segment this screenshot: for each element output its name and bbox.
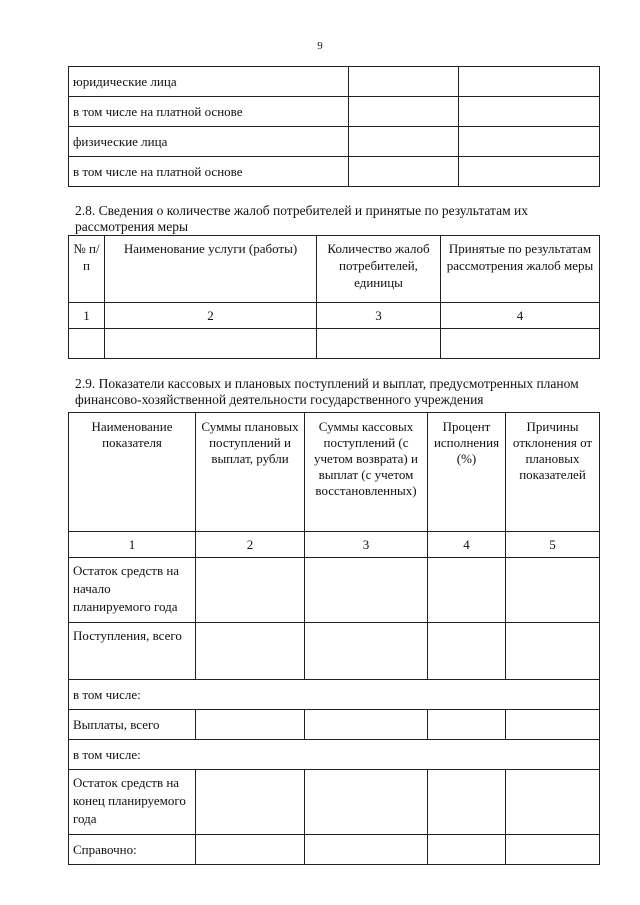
table-row [69, 835, 600, 865]
table-cell [459, 67, 600, 97]
header-cell: Наименование услуги (работы) [105, 236, 317, 303]
table-row [69, 623, 600, 680]
table-row [69, 770, 600, 835]
table-cell [506, 623, 600, 680]
section-2-8-title: 2.8. Сведения о количестве жалоб потребителей и принятые по результатам их рассмотрения меры [75, 203, 528, 234]
table-header-row [69, 413, 600, 532]
table-cell [317, 329, 441, 359]
table-cell [428, 558, 506, 623]
table-row [69, 67, 600, 97]
page-number: 9 [317, 40, 323, 52]
row-label: в том числе: [69, 680, 600, 710]
top-table [68, 66, 600, 187]
table-row [69, 97, 600, 127]
row-label: Справочно: [69, 835, 196, 865]
row-label: Выплаты, всего [69, 710, 196, 740]
table-cell [459, 157, 600, 187]
table-row [69, 710, 600, 740]
table-cell [305, 623, 428, 680]
table-cell [349, 127, 459, 157]
column-number: 1 [69, 303, 105, 329]
table-cell [305, 558, 428, 623]
table-cell [349, 97, 459, 127]
row-label: в том числе: [69, 740, 600, 770]
row-label: Остаток средств на начало планируемого года [69, 558, 196, 623]
section-2-9-title: 2.9. Показатели кассовых и плановых поступлений и выплат, предусмотренных планом финансово-хозяйственной деятельности государственного учреждения [75, 376, 579, 407]
column-number: 3 [317, 303, 441, 329]
table-cell [196, 710, 305, 740]
column-number: 2 [196, 532, 305, 558]
table-cell [196, 623, 305, 680]
table-cell [506, 835, 600, 865]
table-row [69, 558, 600, 623]
column-number: 4 [428, 532, 506, 558]
column-number-row [69, 303, 600, 329]
table-cell [506, 558, 600, 623]
row-label: физические лица [69, 127, 349, 157]
header-cell: Суммы плановых поступлений и выплат, рубли [196, 413, 305, 532]
table-cell [428, 770, 506, 835]
complaints-table [68, 235, 600, 359]
table-cell [349, 157, 459, 187]
header-cell: Принятые по результатам рассмотрения жалоб меры [441, 236, 600, 303]
header-cell: № п/п [69, 236, 105, 303]
table-cell [428, 623, 506, 680]
header-cell: Причины отклонения от плановых показателей [506, 413, 600, 532]
table-row [69, 680, 600, 710]
table-cell [349, 67, 459, 97]
table-header-row [69, 236, 600, 303]
table-cell [69, 329, 105, 359]
column-number: 2 [105, 303, 317, 329]
table-cell [105, 329, 317, 359]
column-number-row [69, 532, 600, 558]
column-number: 4 [441, 303, 600, 329]
table-cell [506, 770, 600, 835]
table-cell [441, 329, 600, 359]
table-cell [459, 127, 600, 157]
table-cell [459, 97, 600, 127]
header-cell: Процент исполнения (%) [428, 413, 506, 532]
table-cell [305, 710, 428, 740]
row-label: юридические лица [69, 67, 349, 97]
row-label: в том числе на платной основе [69, 97, 349, 127]
header-cell: Количество жалоб потребителей, единицы [317, 236, 441, 303]
header-cell: Суммы кассовых поступлений (с учетом возврата) и выплат (с учетом восстановленных) [305, 413, 428, 532]
table-cell [196, 835, 305, 865]
table-cell [196, 770, 305, 835]
table-cell [305, 835, 428, 865]
column-number: 3 [305, 532, 428, 558]
row-label: в том числе на платной основе [69, 157, 349, 187]
table-cell [196, 558, 305, 623]
column-number: 1 [69, 532, 196, 558]
row-label: Остаток средств на конец планируемого года [69, 770, 196, 835]
row-label: Поступления, всего [69, 623, 196, 680]
table-row [69, 157, 600, 187]
payments-table [68, 412, 600, 865]
table-row [69, 127, 600, 157]
table-cell [506, 710, 600, 740]
column-number: 5 [506, 532, 600, 558]
table-cell [428, 710, 506, 740]
table-row [69, 740, 600, 770]
table-cell [305, 770, 428, 835]
table-row [69, 329, 600, 359]
header-cell: Наименование показателя [69, 413, 196, 532]
table-cell [428, 835, 506, 865]
